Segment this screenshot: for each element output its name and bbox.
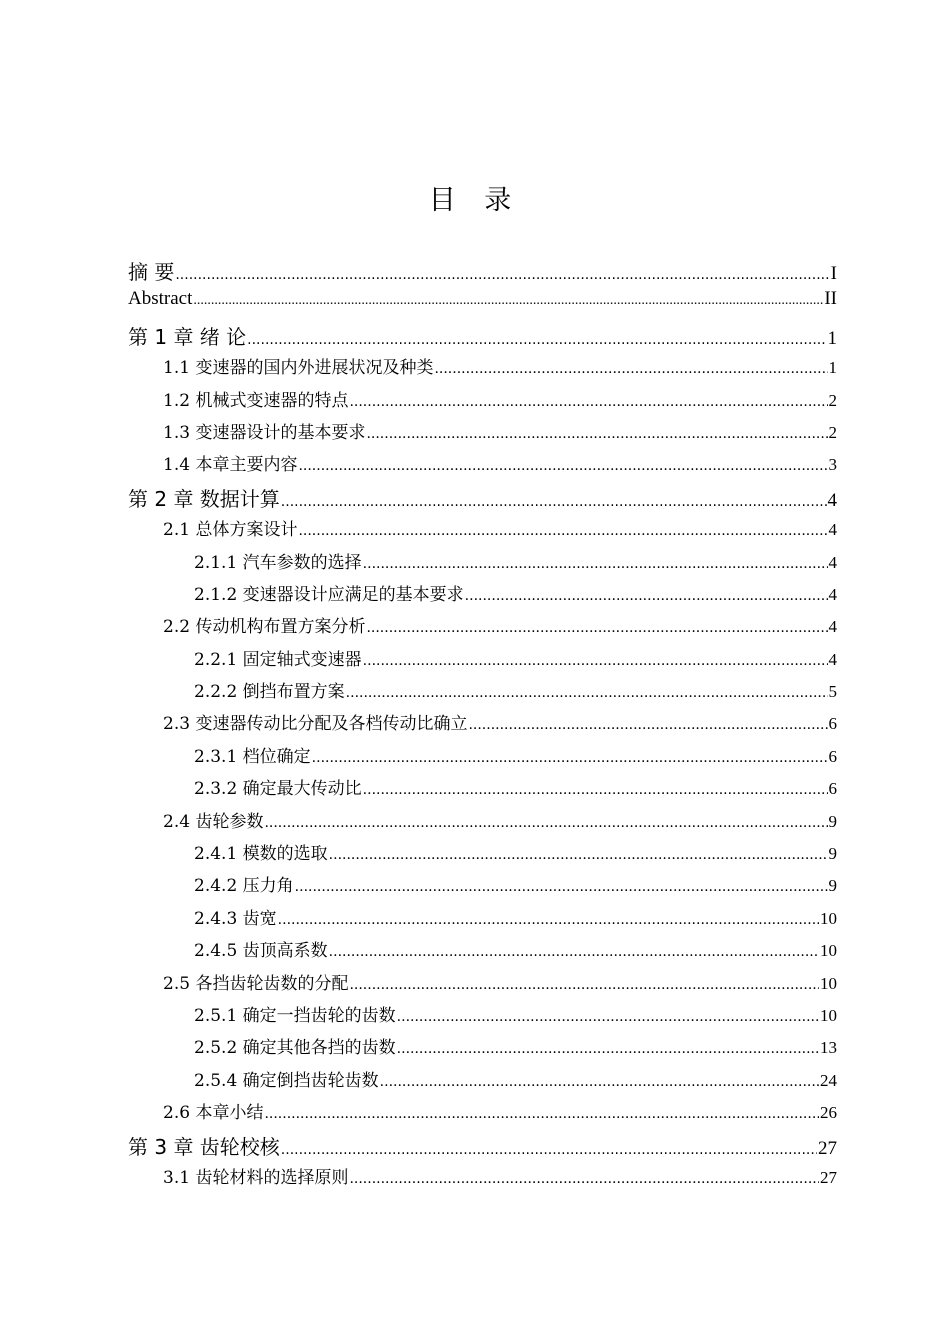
toc-entry[interactable] <box>128 288 837 320</box>
toc-entry-title: 2.3.1 档位确定 <box>194 746 311 767</box>
toc-entry-page-number: 4 <box>828 584 837 604</box>
toc-entry-page-number: 26 <box>820 1103 837 1123</box>
toc-entry-title: 3.1 齿轮材料的选择原则 <box>163 1167 349 1188</box>
toc-dot-leader <box>264 1107 819 1121</box>
toc-dot-leader <box>298 524 827 538</box>
toc-entry[interactable] <box>128 807 837 839</box>
toc-dot-leader <box>349 395 827 409</box>
table-of-contents <box>128 256 837 1195</box>
toc-entry-page-number: 4 <box>828 617 837 637</box>
toc-entry[interactable] <box>128 548 837 580</box>
toc-entry-page-number: 10 <box>820 973 837 993</box>
toc-dot-leader <box>468 718 827 732</box>
toc-entry-page-number: 4 <box>827 489 837 511</box>
toc-entry-page-number: I <box>830 263 837 284</box>
toc-entry[interactable] <box>128 353 837 385</box>
toc-dot-leader <box>465 589 828 603</box>
toc-entry[interactable] <box>128 1001 837 1033</box>
toc-entry-page-number: 10 <box>820 908 837 928</box>
toc-dot-leader <box>349 1172 819 1186</box>
toc-entry-page-number: 1 <box>828 358 837 378</box>
toc-entry-title: 2.4 齿轮参数 <box>163 811 264 832</box>
toc-entry[interactable] <box>128 386 837 418</box>
toc-entry[interactable] <box>128 515 837 547</box>
toc-entry-page-number: 4 <box>828 649 837 669</box>
toc-entry-title: 2.5 各挡齿轮齿数的分配 <box>163 973 349 994</box>
toc-entry[interactable] <box>128 645 837 677</box>
toc-entry-page-number: 4 <box>828 552 837 572</box>
toc-dot-leader <box>247 333 826 347</box>
toc-dot-leader <box>329 945 819 959</box>
toc-entry-title: 2.5.2 确定其他各挡的齿数 <box>194 1038 396 1059</box>
toc-entry-page-number: 9 <box>828 876 837 896</box>
toc-entry-title: 2.4.5 齿顶高系数 <box>194 941 328 962</box>
toc-dot-leader <box>278 913 819 927</box>
toc-entry-page-number: 6 <box>828 779 837 799</box>
toc-entry-title: 1.4 本章主要内容 <box>163 455 298 476</box>
toc-entry-page-number: 9 <box>828 844 837 864</box>
toc-dot-leader <box>329 848 828 862</box>
toc-entry-title: 2.4.1 模数的选取 <box>194 844 328 865</box>
toc-entry-page-number: 4 <box>828 520 837 540</box>
toc-entry-page-number: 24 <box>820 1070 837 1090</box>
toc-entry-title: 1.1 变速器的国内外进展状况及种类 <box>163 358 434 379</box>
toc-dot-leader <box>349 978 819 992</box>
toc-entry[interactable] <box>128 1066 837 1098</box>
toc-entry[interactable] <box>128 774 837 806</box>
toc-dot-leader <box>366 621 827 635</box>
toc-entry-page-number: 6 <box>828 746 837 766</box>
toc-entry-page-number: 2 <box>828 390 837 410</box>
toc-entry[interactable] <box>128 1098 837 1130</box>
toc-entry-title: 2.2.1 固定轴式变速器 <box>194 649 362 670</box>
toc-entry[interactable] <box>128 969 837 1001</box>
toc-entry-title: 2.4.2 压力角 <box>194 876 294 897</box>
toc-dot-leader <box>434 362 827 376</box>
toc-entry-title: 摘 要 <box>128 260 175 284</box>
toc-dot-leader <box>175 268 829 282</box>
toc-entry[interactable] <box>128 1131 837 1163</box>
toc-entry-title: 1.2 机械式变速器的特点 <box>163 390 349 411</box>
toc-entry[interactable] <box>128 904 837 936</box>
toc-entry-title: 2.5.4 确定倒挡齿轮齿数 <box>194 1070 379 1091</box>
toc-entry[interactable] <box>128 580 837 612</box>
toc-entry-title: 2.1.1 汽车参数的选择 <box>194 552 362 573</box>
toc-dot-leader <box>193 294 823 308</box>
toc-entry[interactable] <box>128 612 837 644</box>
toc-entry-title: Abstract <box>128 288 193 310</box>
toc-entry-title: 第 3 章 齿轮校核 <box>128 1134 280 1159</box>
toc-entry-page-number: 13 <box>820 1038 837 1058</box>
toc-dot-leader <box>281 495 827 509</box>
toc-entry-page-number: 10 <box>820 1005 837 1025</box>
toc-entry-page-number: 10 <box>820 941 837 961</box>
toc-entry-page-number: 27 <box>820 1167 837 1187</box>
page-title: 目 录 <box>428 185 522 216</box>
toc-entry[interactable] <box>128 418 837 450</box>
toc-entry-page-number: 6 <box>828 714 837 734</box>
toc-entry-page-number: 3 <box>828 455 837 475</box>
toc-dot-leader <box>397 1010 819 1024</box>
toc-dot-leader <box>281 1143 817 1157</box>
toc-entry-title: 2.1 总体方案设计 <box>163 520 298 541</box>
toc-entry-title: 2.2 传动机构布置方案分析 <box>163 617 366 638</box>
toc-entry[interactable] <box>128 677 837 709</box>
toc-entry[interactable] <box>128 483 837 515</box>
toc-entry-title: 2.3 变速器传动比分配及各档传动比确立 <box>163 714 468 735</box>
toc-dot-leader <box>363 654 828 668</box>
toc-entry-page-number: 5 <box>828 682 837 702</box>
toc-entry[interactable] <box>128 742 837 774</box>
toc-entry-page-number: 9 <box>828 811 837 831</box>
toc-dot-leader <box>380 1075 819 1089</box>
toc-entry-title: 2.5.1 确定一挡齿轮的齿数 <box>194 1005 396 1026</box>
toc-dot-leader <box>346 686 828 700</box>
toc-dot-leader <box>366 427 827 441</box>
toc-entry-title: 第 2 章 数据计算 <box>128 486 280 511</box>
toc-entry-page-number: 1 <box>827 327 837 349</box>
toc-entry[interactable] <box>128 1033 837 1065</box>
toc-entry-title: 2.3.2 确定最大传动比 <box>194 779 362 800</box>
toc-entry-title: 2.2.2 倒挡布置方案 <box>194 682 345 703</box>
toc-entry[interactable] <box>128 936 837 968</box>
toc-entry-page-number: II <box>824 288 837 310</box>
toc-entry-page-number: 27 <box>818 1137 837 1159</box>
toc-entry[interactable] <box>128 1163 837 1195</box>
toc-entry[interactable] <box>128 709 837 741</box>
toc-entry-title: 2.1.2 变速器设计应满足的基本要求 <box>194 584 464 605</box>
toc-entry[interactable] <box>128 839 837 871</box>
toc-entry-title: 2.4.3 齿宽 <box>194 908 277 929</box>
toc-entry-title: 第 1 章 绪 论 <box>128 324 247 349</box>
toc-entry-page-number: 2 <box>828 422 837 442</box>
toc-dot-leader <box>363 783 828 797</box>
toc-entry-title: 1.3 变速器设计的基本要求 <box>163 422 366 443</box>
toc-entry[interactable] <box>128 256 837 288</box>
toc-dot-leader <box>312 751 828 765</box>
toc-dot-leader <box>295 880 828 894</box>
toc-entry[interactable] <box>128 871 837 903</box>
toc-dot-leader <box>264 816 827 830</box>
toc-dot-leader <box>298 459 827 473</box>
toc-entry-title: 2.6 本章小结 <box>163 1103 264 1124</box>
toc-entry[interactable] <box>128 450 837 482</box>
toc-dot-leader <box>397 1042 819 1056</box>
toc-dot-leader <box>363 557 828 571</box>
toc-entry[interactable] <box>128 321 837 353</box>
